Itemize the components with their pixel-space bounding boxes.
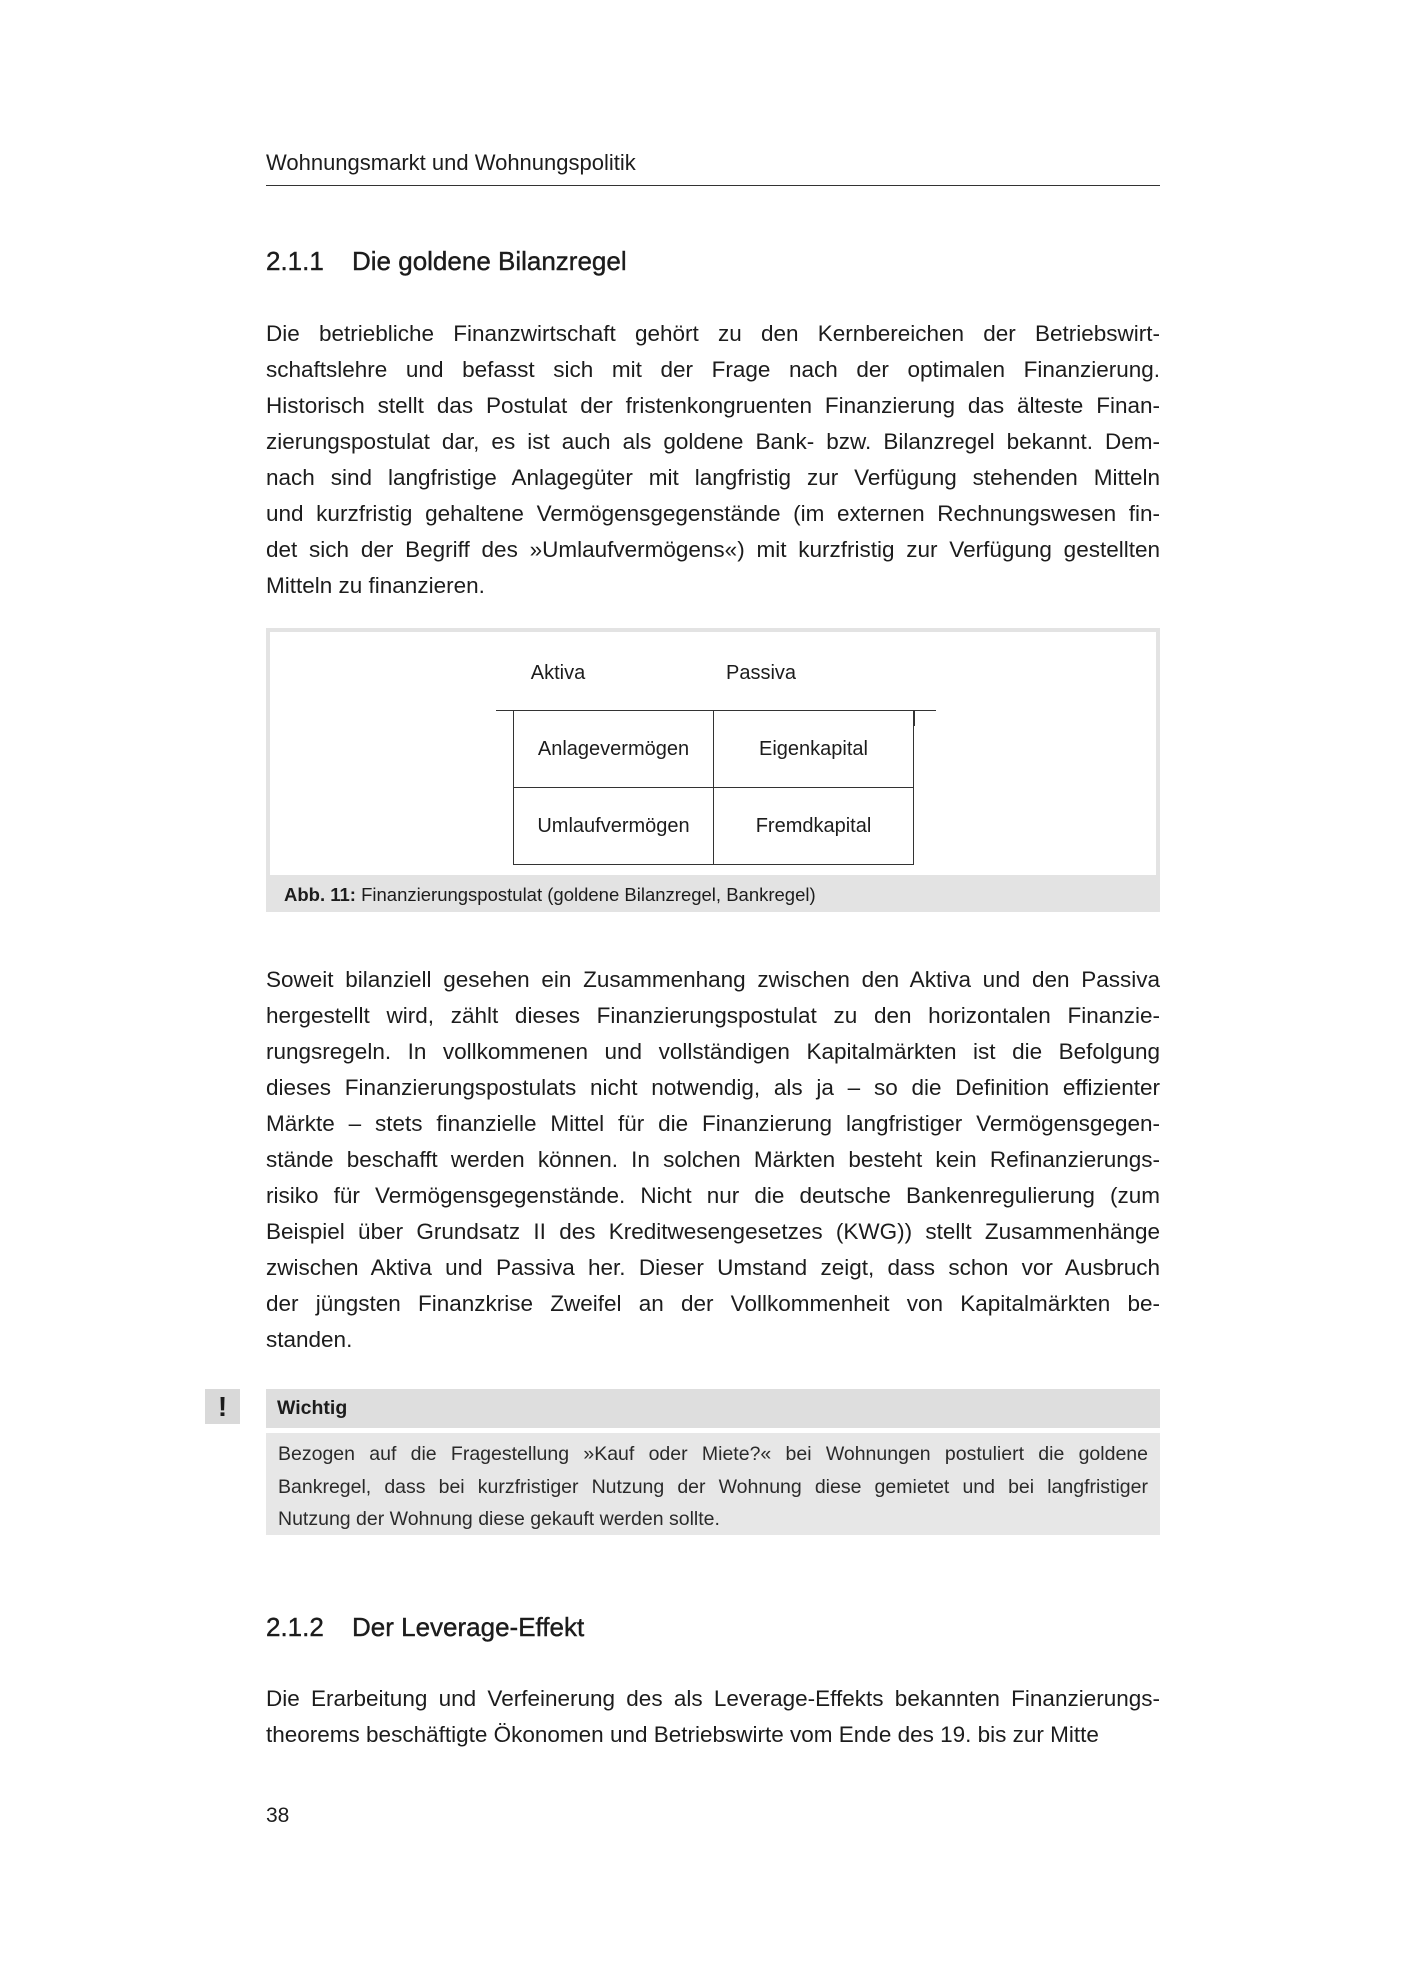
section-heading-2-1-2: [266, 1612, 584, 1643]
important-icon: !: [205, 1389, 240, 1424]
text-line: dieses Finanzierungspostulats nicht notwendig, als ja – so die Definition effizienter: [266, 1075, 1160, 1100]
caption-label: Abb. 11:: [284, 884, 356, 905]
text-line: risiko für Vermögensgegenstände. Nicht nur die deutsche Bankenregulierung (zum: [266, 1183, 1160, 1208]
balance-table: [513, 710, 914, 865]
text-line: theorems beschäftigte Ökonomen und Betriebswirte vom Ende des 19. bis zur Mitte: [266, 1722, 1099, 1747]
text-line: und kurzfristig gehaltene Vermögensgegenstände (im externen Rechnungswesen fin-: [266, 501, 1160, 526]
text-line: Märkte – stets finanzielle Mittel für die Finanzierung langfristiger Vermögensgegen-: [266, 1111, 1160, 1136]
section-number: 2.1.2: [266, 1612, 324, 1642]
figure-caption: [266, 879, 1160, 912]
text-line: Bezogen auf die Fragestellung »Kauf oder Miete?« bei Wohnungen postuliert die goldene: [278, 1443, 1148, 1465]
text-line: Historisch stellt das Postulat der fristenkongruenten Finanzierung das älteste Finan-: [266, 393, 1160, 418]
paragraph-horizontale-regeln: [266, 962, 1160, 1358]
text-line: rungsregeln. In vollkommenen und vollständigen Kapitalmärkten ist die Befolgung: [266, 1039, 1160, 1064]
text-line: Soweit bilanziell gesehen ein Zusammenhang zwischen den Aktiva und den Passiva: [266, 967, 1160, 992]
figure-header-passiva: Passiva: [725, 662, 797, 684]
text-line: standen.: [266, 1327, 353, 1352]
text-line: zwischen Aktiva und Passiva her. Dieser Umstand zeigt, dass schon vor Ausbruch: [266, 1255, 1160, 1280]
section-heading-2-1-1: [266, 246, 627, 277]
text-line: stände beschafft werden können. In solchen Märkten besteht kein Refinanzierungs-: [266, 1147, 1160, 1172]
cell-eigenkapital: Eigenkapital: [714, 711, 914, 788]
caption-text: Finanzierungspostulat (goldene Bilanzregel, Bankregel): [355, 884, 816, 905]
running-head: Wohnungsmarkt und Wohnungspolitik: [266, 150, 1160, 186]
paragraph-leverage-effekt: [266, 1681, 1160, 1753]
figure-bilanz: [266, 628, 1160, 879]
text-line: Beispiel über Grundsatz II des Kreditwesengesetzes (KWG)) stellt Zusammenhänge: [266, 1219, 1160, 1244]
text-line: nach sind langfristige Anlagegüter mit langfristig zur Verfügung stehenden Mitteln: [266, 465, 1160, 490]
cell-umlaufvermoegen: Umlaufvermögen: [514, 788, 714, 865]
text-line: Mitteln zu finanzieren.: [266, 573, 485, 598]
text-line: det sich der Begriff des »Umlaufvermögens«) mit kurzfristig zur Verfügung gestellten: [266, 537, 1160, 562]
note-body: [266, 1433, 1160, 1535]
text-line: zierungspostulat dar, es ist auch als goldene Bank- bzw. Bilanzregel bekannt. Dem-: [266, 429, 1160, 454]
cell-fremdkapital: Fremdkapital: [714, 788, 914, 865]
paragraph-goldene-bilanzregel: [266, 316, 1160, 604]
text-line: Nutzung der Wohnung diese gekauft werden sollte.: [278, 1508, 720, 1530]
text-line: schaftslehre und befasst sich mit der Frage nach der optimalen Finanzierung.: [266, 357, 1160, 382]
text-line: Die Erarbeitung und Verfeinerung des als Leverage-Effekts bekannten Finanzierungs-: [266, 1686, 1160, 1711]
cell-anlagevermoegen: Anlagevermögen: [514, 711, 714, 788]
figure-header-aktiva: Aktiva: [530, 662, 586, 684]
page-number: 38: [266, 1804, 290, 1827]
section-title: Der Leverage-Effekt: [352, 1612, 585, 1642]
section-number: 2.1.1: [266, 246, 324, 276]
text-line: Bankregel, dass bei kurzfristiger Nutzung der Wohnung diese gemietet und bei langfristiger: [278, 1475, 1148, 1498]
section-title: Die goldene Bilanzregel: [352, 246, 627, 276]
t-account-right-tick: [914, 710, 915, 726]
text-line: Die betriebliche Finanzwirtschaft gehört zu den Kernbereichen der Betriebswirt-: [266, 321, 1160, 346]
text-line: hergestellt wird, zählt dieses Finanzierungspostulat zu den horizontalen Finanzie-: [266, 1003, 1160, 1028]
note-title: Wichtig: [266, 1389, 1160, 1428]
text-line: der jüngsten Finanzkrise Zweifel an der Vollkommenheit von Kapitalmärkten be-: [266, 1291, 1160, 1316]
